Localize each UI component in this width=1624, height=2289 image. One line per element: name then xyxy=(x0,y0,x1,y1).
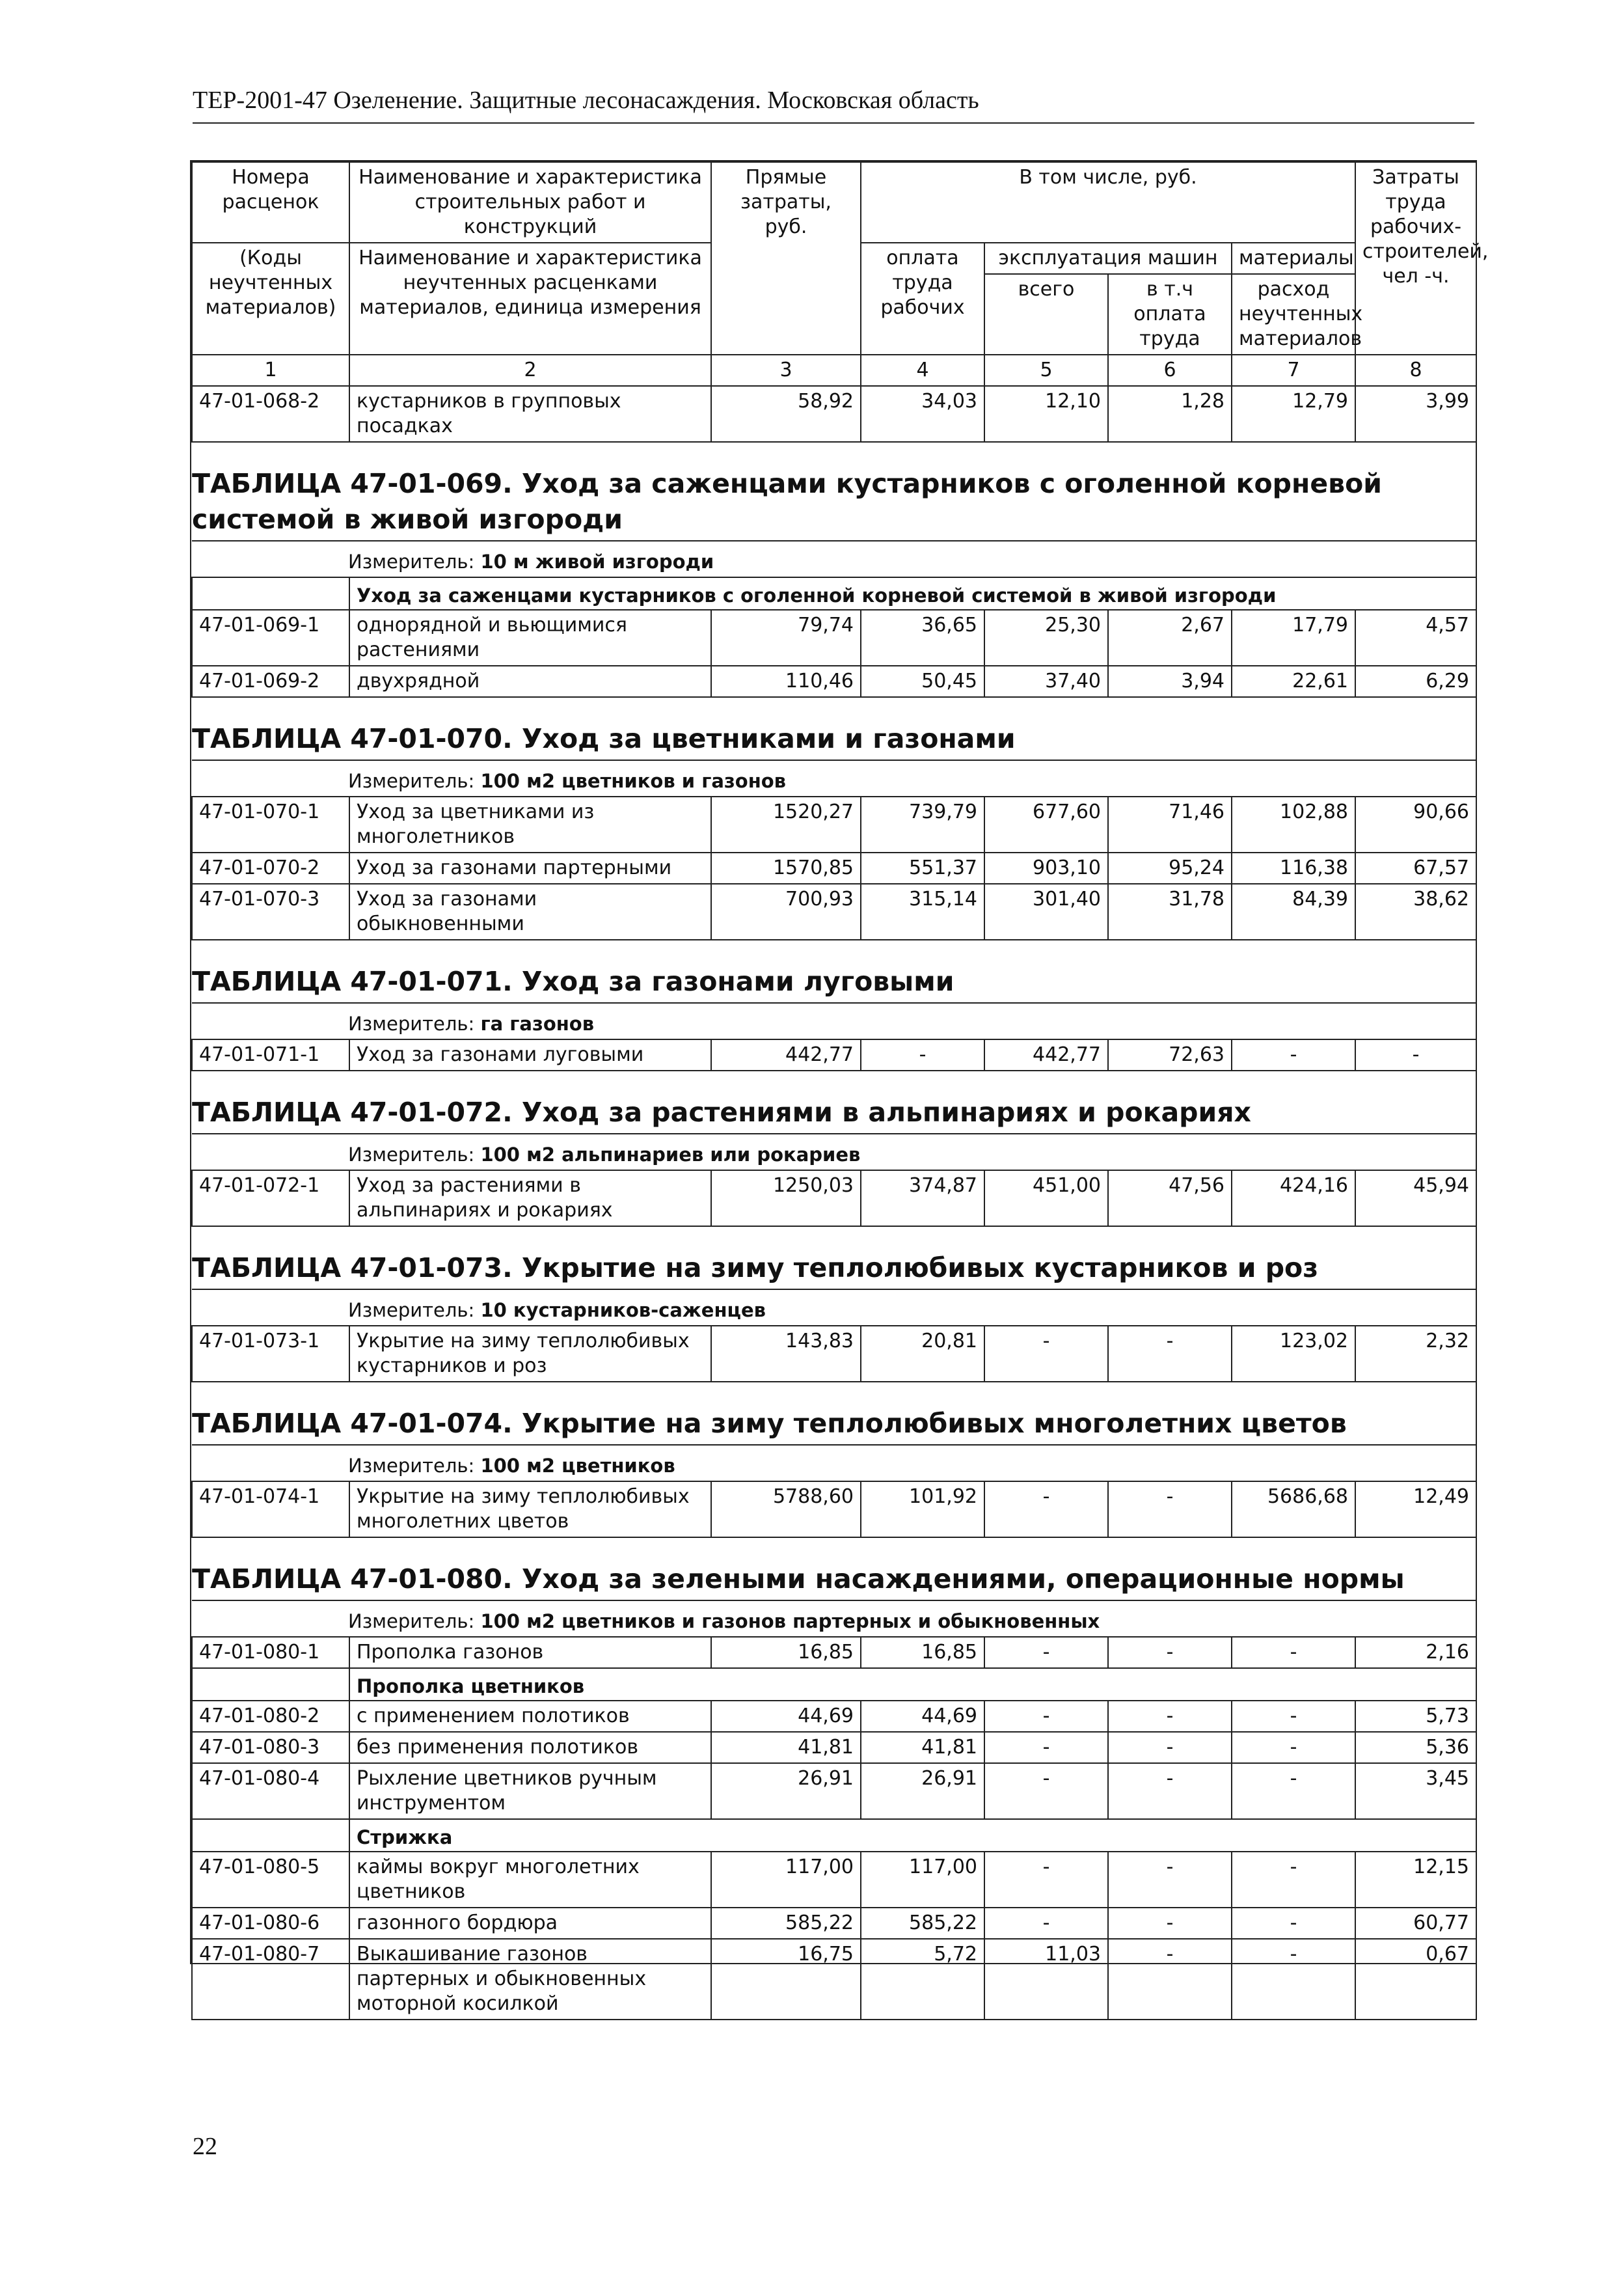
section-title: ТАБЛИЦА 47-01-072. Уход за растениями в альпинариях и рокариях xyxy=(192,1071,1476,1134)
value-cell: 37,40 xyxy=(984,666,1108,697)
rate-code: 47-01-072-1 xyxy=(192,1170,349,1226)
subheading-empty xyxy=(192,577,349,610)
value-cell: 1520,27 xyxy=(711,797,861,853)
value-cell: - xyxy=(1108,1763,1232,1819)
page-header: ТЕР-2001-47 Озеленение. Защитные лесонасаждения. Московская область xyxy=(193,86,1474,124)
header-labor-costs: Затраты труда рабочих-строителей, чел -ч. xyxy=(1355,162,1476,355)
subheading-row xyxy=(192,577,1476,610)
meter xyxy=(192,1003,1476,1039)
table-row xyxy=(192,1852,1476,1908)
column-numbers-row xyxy=(192,355,1476,386)
value-cell: - xyxy=(1108,1732,1232,1763)
value-cell: - xyxy=(1232,1763,1355,1819)
value-cell: - xyxy=(1108,1481,1232,1537)
value-cell: 4,57 xyxy=(1355,610,1476,666)
value-cell: 1,28 xyxy=(1108,386,1232,442)
header-machines: эксплуатация машин xyxy=(984,243,1232,274)
meter-row xyxy=(192,1134,1476,1170)
subheading-empty xyxy=(192,1668,349,1701)
rate-code: 47-01-074-1 xyxy=(192,1481,349,1537)
value-cell: 26,91 xyxy=(711,1763,861,1819)
value-cell: 38,62 xyxy=(1355,884,1476,940)
meter-unit: 100 м2 цветников и газонов партерных и обыкновенных xyxy=(480,1610,1100,1632)
value-cell: 123,02 xyxy=(1232,1326,1355,1382)
work-name: однорядной и вьющимися растениями xyxy=(349,610,711,666)
table-row xyxy=(192,1701,1476,1732)
rate-code: 47-01-070-1 xyxy=(192,797,349,853)
value-cell: - xyxy=(1232,1701,1355,1732)
value-cell: 44,69 xyxy=(711,1701,861,1732)
meter-label: Измеритель: xyxy=(348,1299,475,1321)
value-cell: 6,29 xyxy=(1355,666,1476,697)
table-row xyxy=(192,1326,1476,1382)
section-title-row xyxy=(192,1226,1476,1289)
value-cell: 677,60 xyxy=(984,797,1108,853)
value-cell: 3,94 xyxy=(1108,666,1232,697)
value-cell: 117,00 xyxy=(711,1852,861,1908)
value-cell: 44,69 xyxy=(861,1701,984,1732)
header-codes-unaccounted: (Коды неучтенных материалов) xyxy=(192,243,349,355)
header-materials: материалы xyxy=(1232,243,1355,274)
meter-label: Измеритель: xyxy=(348,1013,475,1035)
rate-code: 47-01-070-3 xyxy=(192,884,349,940)
meter-label: Измеритель: xyxy=(348,770,475,792)
value-cell: - xyxy=(1108,1939,1232,2020)
meter xyxy=(192,1134,1476,1170)
page-number: 22 xyxy=(193,2133,217,2160)
meter-row xyxy=(192,760,1476,797)
value-cell: 60,77 xyxy=(1355,1908,1476,1939)
table-row xyxy=(192,666,1476,697)
value-cell: 424,16 xyxy=(1232,1170,1355,1226)
value-cell: - xyxy=(1108,1637,1232,1668)
value-cell: - xyxy=(1108,1852,1232,1908)
header-materials-unaccounted: расход неучтенных материалов xyxy=(1232,274,1355,355)
work-name: Укрытие на зиму теплолюбивых многолетних цветов xyxy=(349,1481,711,1537)
value-cell: 315,14 xyxy=(861,884,984,940)
subheading-row xyxy=(192,1668,1476,1701)
value-cell: 3,99 xyxy=(1355,386,1476,442)
value-cell: 117,00 xyxy=(861,1852,984,1908)
value-cell: 34,03 xyxy=(861,386,984,442)
value-cell: 2,67 xyxy=(1108,610,1232,666)
work-name: Укрытие на зиму теплолюбивых кустарников и роз xyxy=(349,1326,711,1382)
value-cell: 551,37 xyxy=(861,853,984,884)
value-cell: 110,46 xyxy=(711,666,861,697)
value-cell: 2,16 xyxy=(1355,1637,1476,1668)
value-cell: 12,49 xyxy=(1355,1481,1476,1537)
table-row xyxy=(192,1763,1476,1819)
value-cell: 585,22 xyxy=(861,1908,984,1939)
table-row xyxy=(192,1939,1476,2020)
column-number: 6 xyxy=(1108,355,1232,386)
value-cell: 12,10 xyxy=(984,386,1108,442)
value-cell: - xyxy=(1108,1701,1232,1732)
work-name: Прополка газонов xyxy=(349,1637,711,1668)
meter xyxy=(192,541,1476,577)
value-cell: - xyxy=(1232,1939,1355,2020)
section-title: ТАБЛИЦА 47-01-074. Укрытие на зиму теплолюбивых многолетних цветов xyxy=(192,1382,1476,1445)
meter-unit: 10 м живой изгороди xyxy=(480,551,714,573)
value-cell: - xyxy=(984,1481,1108,1537)
meter-label: Измеритель: xyxy=(348,1144,475,1166)
value-cell: 11,03 xyxy=(984,1939,1108,2020)
value-cell: 41,81 xyxy=(861,1732,984,1763)
work-name: Уход за цветниками из многолетников xyxy=(349,797,711,853)
header-codes: Номера расценок xyxy=(192,162,349,243)
value-cell: - xyxy=(984,1908,1108,1939)
subheading: Уход за саженцами кустарников с оголенной корневой системой в живой изгороди xyxy=(349,577,1476,610)
section-title: ТАБЛИЦА 47-01-069. Уход за саженцами кустарников с оголенной корневой системой в живой изгороди xyxy=(192,442,1476,541)
table-row xyxy=(192,853,1476,884)
value-cell: 5788,60 xyxy=(711,1481,861,1537)
column-number: 8 xyxy=(1355,355,1476,386)
section-title-row xyxy=(192,1537,1476,1600)
value-cell: - xyxy=(1232,1637,1355,1668)
section-title-row xyxy=(192,697,1476,760)
rates-table-frame xyxy=(190,160,1489,2015)
meter-row xyxy=(192,1003,1476,1039)
meter xyxy=(192,1445,1476,1481)
work-name: кустарников в групповых посадках xyxy=(349,386,711,442)
subheading-row xyxy=(192,1819,1476,1852)
value-cell: - xyxy=(1108,1908,1232,1939)
column-number: 3 xyxy=(711,355,861,386)
meter-label: Измеритель: xyxy=(348,1610,475,1632)
work-name: Уход за газонами луговыми xyxy=(349,1039,711,1071)
value-cell: - xyxy=(984,1763,1108,1819)
work-name: каймы вокруг многолетних цветников xyxy=(349,1852,711,1908)
rate-code: 47-01-080-2 xyxy=(192,1701,349,1732)
value-cell: 25,30 xyxy=(984,610,1108,666)
value-cell: 90,66 xyxy=(1355,797,1476,853)
value-cell: 739,79 xyxy=(861,797,984,853)
table-row xyxy=(192,610,1476,666)
value-cell: 2,32 xyxy=(1355,1326,1476,1382)
section-title: ТАБЛИЦА 47-01-070. Уход за цветниками и газонами xyxy=(192,697,1476,760)
value-cell: 72,63 xyxy=(1108,1039,1232,1071)
value-cell: - xyxy=(984,1637,1108,1668)
rate-code: 47-01-080-6 xyxy=(192,1908,349,1939)
value-cell: 47,56 xyxy=(1108,1170,1232,1226)
section-title-row xyxy=(192,1382,1476,1445)
value-cell: - xyxy=(1232,1908,1355,1939)
value-cell: - xyxy=(1232,1039,1355,1071)
value-cell: 41,81 xyxy=(711,1732,861,1763)
value-cell: 5,36 xyxy=(1355,1732,1476,1763)
meter-unit: 100 м2 альпинариев или рокариев xyxy=(480,1144,861,1166)
section-title-row xyxy=(192,442,1476,541)
column-number: 4 xyxy=(861,355,984,386)
value-cell: 22,61 xyxy=(1232,666,1355,697)
meter xyxy=(192,760,1476,797)
column-number: 7 xyxy=(1232,355,1355,386)
value-cell: 903,10 xyxy=(984,853,1108,884)
meter-unit: га газонов xyxy=(480,1013,595,1035)
table-row xyxy=(192,1170,1476,1226)
rate-code: 47-01-070-2 xyxy=(192,853,349,884)
rate-code: 47-01-073-1 xyxy=(192,1326,349,1382)
rate-code: 47-01-080-3 xyxy=(192,1732,349,1763)
value-cell: - xyxy=(984,1732,1108,1763)
value-cell: 700,93 xyxy=(711,884,861,940)
value-cell: 95,24 xyxy=(1108,853,1232,884)
work-name: Уход за газонами обыкновенными xyxy=(349,884,711,940)
work-name: Рыхление цветников ручным инструментом xyxy=(349,1763,711,1819)
value-cell: 67,57 xyxy=(1355,853,1476,884)
work-name: Выкашивание газонов партерных и обыкновенных моторной косилкой xyxy=(349,1939,711,2020)
value-cell: 71,46 xyxy=(1108,797,1232,853)
meter-label: Измеритель: xyxy=(348,551,475,573)
meter-unit: 100 м2 цветников и газонов xyxy=(480,770,787,792)
rate-code: 47-01-071-1 xyxy=(192,1039,349,1071)
section-title: ТАБЛИЦА 47-01-071. Уход за газонами луговыми xyxy=(192,940,1476,1003)
value-cell: 45,94 xyxy=(1355,1170,1476,1226)
value-cell: 36,65 xyxy=(861,610,984,666)
work-name: Уход за газонами партерными xyxy=(349,853,711,884)
subheading-empty xyxy=(192,1819,349,1852)
meter xyxy=(192,1289,1476,1326)
value-cell: - xyxy=(1108,1326,1232,1382)
value-cell: 50,45 xyxy=(861,666,984,697)
value-cell: 12,79 xyxy=(1232,386,1355,442)
work-name: Уход за растениями в альпинариях и рокариях xyxy=(349,1170,711,1226)
table-row xyxy=(192,884,1476,940)
value-cell: - xyxy=(1232,1732,1355,1763)
meter xyxy=(192,1600,1476,1637)
rate-code: 47-01-080-5 xyxy=(192,1852,349,1908)
value-cell: - xyxy=(984,1701,1108,1732)
value-cell: 16,85 xyxy=(711,1637,861,1668)
rates-table xyxy=(191,161,1489,2020)
value-cell: 12,15 xyxy=(1355,1852,1476,1908)
table-row xyxy=(192,797,1476,853)
value-cell: - xyxy=(1232,1852,1355,1908)
section-title: ТАБЛИЦА 47-01-073. Укрытие на зиму теплолюбивых кустарников и роз xyxy=(192,1226,1476,1289)
value-cell: 1250,03 xyxy=(711,1170,861,1226)
table-row xyxy=(192,1039,1476,1071)
work-name: двухрядной xyxy=(349,666,711,697)
value-cell: 3,45 xyxy=(1355,1763,1476,1819)
table-row xyxy=(192,1732,1476,1763)
value-cell: 5686,68 xyxy=(1232,1481,1355,1537)
value-cell: 442,77 xyxy=(984,1039,1108,1071)
value-cell: 20,81 xyxy=(861,1326,984,1382)
header-name-unaccounted: Наименование и характеристика неучтенных расценками материалов, единица измерения xyxy=(349,243,711,355)
meter-row xyxy=(192,1445,1476,1481)
meter-row xyxy=(192,541,1476,577)
header-including: В том числе, руб. xyxy=(861,162,1355,243)
section-title-row xyxy=(192,1071,1476,1134)
section-title: ТАБЛИЦА 47-01-080. Уход за зелеными насаждениями, операционные нормы xyxy=(192,1537,1476,1600)
subheading: Стрижка xyxy=(349,1819,1476,1852)
value-cell: 442,77 xyxy=(711,1039,861,1071)
work-name: газонного бордюра xyxy=(349,1908,711,1939)
value-cell: 116,38 xyxy=(1232,853,1355,884)
value-cell: 26,91 xyxy=(861,1763,984,1819)
header-labor-pay: оплата труда рабочих xyxy=(861,243,984,355)
rate-code: 47-01-080-4 xyxy=(192,1763,349,1819)
meter-label: Измеритель: xyxy=(348,1455,475,1477)
value-cell: - xyxy=(1355,1039,1476,1071)
table-row xyxy=(192,1637,1476,1668)
rate-code: 47-01-068-2 xyxy=(192,386,349,442)
value-cell: 0,67 xyxy=(1355,1939,1476,2020)
value-cell: 1570,85 xyxy=(711,853,861,884)
value-cell: 16,75 xyxy=(711,1939,861,2020)
value-cell: 5,73 xyxy=(1355,1701,1476,1732)
meter-unit: 100 м2 цветников xyxy=(480,1455,675,1477)
header-machines-labor: в т.ч оплата труда xyxy=(1108,274,1232,355)
rate-code: 47-01-080-7 xyxy=(192,1939,349,2020)
value-cell: 84,39 xyxy=(1232,884,1355,940)
value-cell: 31,78 xyxy=(1108,884,1232,940)
rate-code: 47-01-069-1 xyxy=(192,610,349,666)
value-cell: 585,22 xyxy=(711,1908,861,1939)
meter-unit: 10 кустарников-саженцев xyxy=(480,1299,766,1321)
column-number: 2 xyxy=(349,355,711,386)
value-cell: 16,85 xyxy=(861,1637,984,1668)
value-cell: - xyxy=(984,1852,1108,1908)
value-cell: 143,83 xyxy=(711,1326,861,1382)
header-machines-total: всего xyxy=(984,274,1108,355)
work-name: без применения полотиков xyxy=(349,1732,711,1763)
column-number: 1 xyxy=(192,355,349,386)
value-cell: 17,79 xyxy=(1232,610,1355,666)
value-cell: - xyxy=(861,1039,984,1071)
value-cell: 101,92 xyxy=(861,1481,984,1537)
value-cell: 451,00 xyxy=(984,1170,1108,1226)
work-name: с применением полотиков xyxy=(349,1701,711,1732)
value-cell: 374,87 xyxy=(861,1170,984,1226)
rate-code: 47-01-080-1 xyxy=(192,1637,349,1668)
table-row xyxy=(192,386,1476,442)
value-cell: 58,92 xyxy=(711,386,861,442)
table-row xyxy=(192,1908,1476,1939)
column-number: 5 xyxy=(984,355,1108,386)
meter-row xyxy=(192,1289,1476,1326)
value-cell: 102,88 xyxy=(1232,797,1355,853)
section-title-row xyxy=(192,940,1476,1003)
value-cell: 5,72 xyxy=(861,1939,984,2020)
header-name: Наименование и характеристика строительных работ и конструкций xyxy=(349,162,711,243)
value-cell: 79,74 xyxy=(711,610,861,666)
value-cell: 301,40 xyxy=(984,884,1108,940)
value-cell: - xyxy=(984,1326,1108,1382)
table-row xyxy=(192,1481,1476,1537)
meter-row xyxy=(192,1600,1476,1637)
header-direct-costs: Прямые затраты, руб. xyxy=(711,162,861,355)
rate-code: 47-01-069-2 xyxy=(192,666,349,697)
subheading: Прополка цветников xyxy=(349,1668,1476,1701)
